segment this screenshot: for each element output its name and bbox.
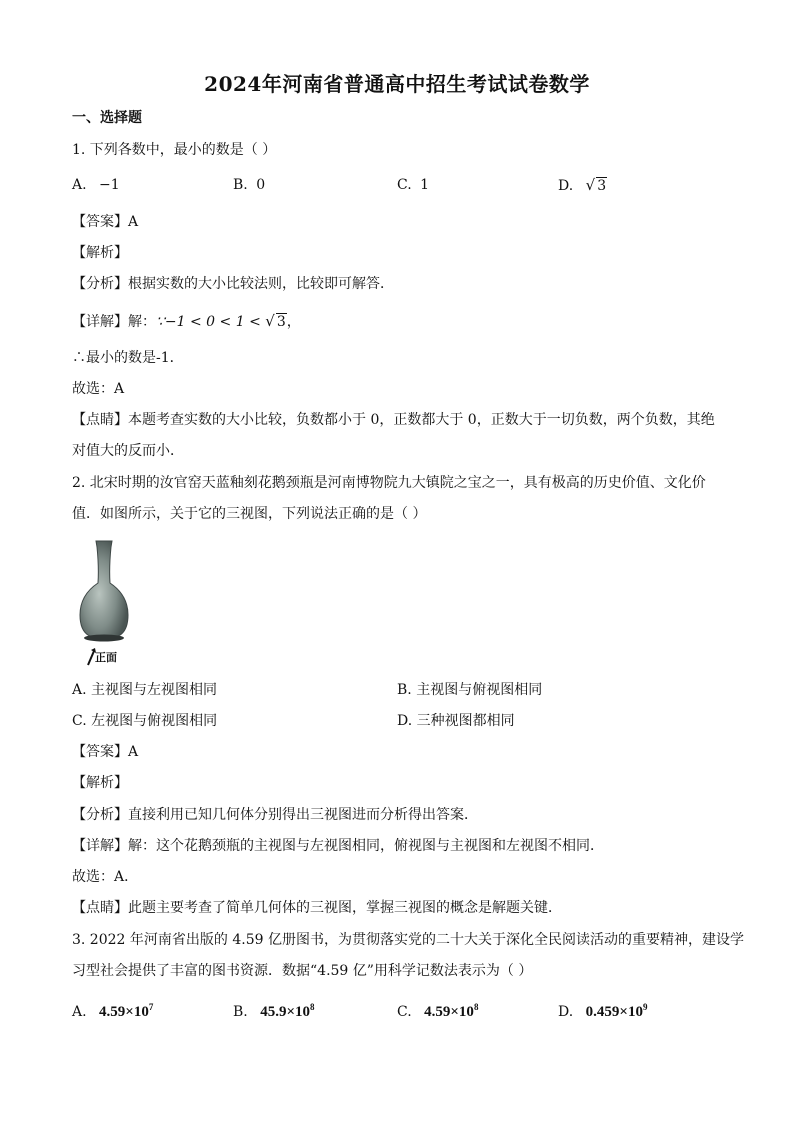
q2-option-c: C. 左视图与俯视图相同 [72, 713, 218, 729]
q2-choose: 故选：A． [72, 869, 139, 885]
q3-option-a-base: 4.59×10 [99, 1004, 149, 1020]
q1-option-b-value: 0 [256, 177, 266, 193]
q1-option-c-value: 1 [420, 177, 430, 193]
question-2-stem-line1: 2. 北宋时期的汝官窑天蓝釉刻花鹅颈瓶是河南博物院九大镇院之宝之一，具有极高的历史价值、文化价 [72, 475, 706, 491]
q3-option-d [558, 997, 647, 1022]
sqrt-icon: √ [585, 176, 596, 194]
q1-analysis: 【分析】根据实数的大小比较法则，比较即可解答． [72, 276, 394, 292]
q3-option-b-letter: B. [233, 1004, 248, 1020]
q3-option-c-exponent: 8 [473, 1002, 479, 1012]
q3-option-a-letter: A. [72, 1004, 87, 1020]
q1-detail-sqrt: 3 [276, 314, 286, 330]
q3-option-b [233, 997, 315, 1022]
q1-option-c-letter: C. [397, 177, 412, 193]
q1-detail-prefix: 【详解】解： [72, 314, 156, 330]
q1-comment-line1: 【点睛】本题考查实数的大小比较，负数都小于 0，正数都大于 0，正数大于一切负数，两个负数，其绝 [72, 412, 715, 428]
q1-therefore: ∴最小的数是-1． [72, 350, 184, 366]
q1-detail-suffix: ， [286, 314, 301, 330]
question-2-stem-line2: 值．如图所示，关于它的三视图，下列说法正确的是（ ） [72, 506, 427, 522]
q1-option-a-value: −1 [99, 177, 120, 193]
q3-option-b-value [260, 1004, 314, 1020]
q2-option-b: B. 主视图与俯视图相同 [397, 682, 543, 698]
q3-option-c-letter: C. [397, 1004, 412, 1020]
q3-option-d-value [586, 1004, 648, 1020]
q1-option-b [233, 175, 265, 195]
q2-analysis: 【分析】直接利用已知几何体分别得出三视图进而分析得出答案． [72, 807, 478, 823]
q1-option-d [558, 175, 607, 196]
q2-detail: 【详解】解：这个花鹅颈瓶的主视图与左视图相同，俯视图与主视图和左视图不相同． [72, 838, 604, 854]
q3-option-a-value [99, 1004, 153, 1020]
q1-option-a-letter: A. [72, 177, 87, 193]
q3-option-d-base: 0.459×10 [585, 1004, 643, 1020]
section-heading: 一、选择题 [72, 110, 142, 126]
q1-option-a [72, 175, 120, 195]
q1-detail-math: ∵−1 < 0 < 1 < [156, 314, 266, 330]
question-1-stem: 1. 下列各数中，最小的数是（ ） [72, 142, 277, 158]
q3-option-b-exponent: 8 [310, 1002, 315, 1012]
q1-answer: 【答案】A [72, 214, 139, 230]
q2-analysis-heading: 【解析】 [72, 775, 128, 791]
q1-analysis-heading: 【解析】 [72, 245, 128, 261]
q3-option-c [397, 997, 478, 1022]
q2-option-d: D. 三种视图都相同 [397, 713, 515, 729]
q2-comment: 【点睛】此题主要考查了简单几何体的三视图，掌握三视图的概念是解题关键． [72, 900, 562, 916]
question-3-stem-line2: 习型社会提供了丰富的图书资源．数据“4.59 亿”用科学记数法表示为（ ） [72, 963, 533, 979]
q3-option-a [72, 997, 153, 1022]
q3-option-c-value [424, 1004, 478, 1020]
front-label: 正面 [95, 651, 117, 664]
q2-answer: 【答案】A [72, 744, 139, 760]
q1-detail [72, 311, 301, 332]
q1-choose: 故选：A [72, 381, 125, 397]
q3-option-b-base: 45.9×10 [260, 1004, 311, 1020]
q1-option-c [397, 175, 429, 195]
page-title: 2024年河南省普通高中招生考试试卷数学 [204, 72, 590, 96]
q3-option-d-exponent: 9 [642, 1002, 648, 1012]
q1-option-d-value: 3 [597, 178, 607, 194]
q2-option-a: A. 主视图与左视图相同 [72, 682, 218, 698]
q1-option-d-letter: D. [558, 178, 574, 194]
sqrt-icon: √ [265, 312, 275, 330]
q3-option-c-base: 4.59×10 [424, 1004, 474, 1020]
q1-comment-line2: 对值大的反而小． [72, 443, 184, 459]
q1-option-b-letter: B. [233, 177, 248, 193]
question-3-stem-line1: 3. 2022 年河南省出版的 4.59 亿册图书，为贯彻落实党的二十大关于深化全民阅读活动的重要精神，建设学 [72, 932, 744, 948]
q3-option-d-letter: D. [558, 1004, 574, 1020]
q3-option-a-exponent: 7 [148, 1002, 154, 1012]
